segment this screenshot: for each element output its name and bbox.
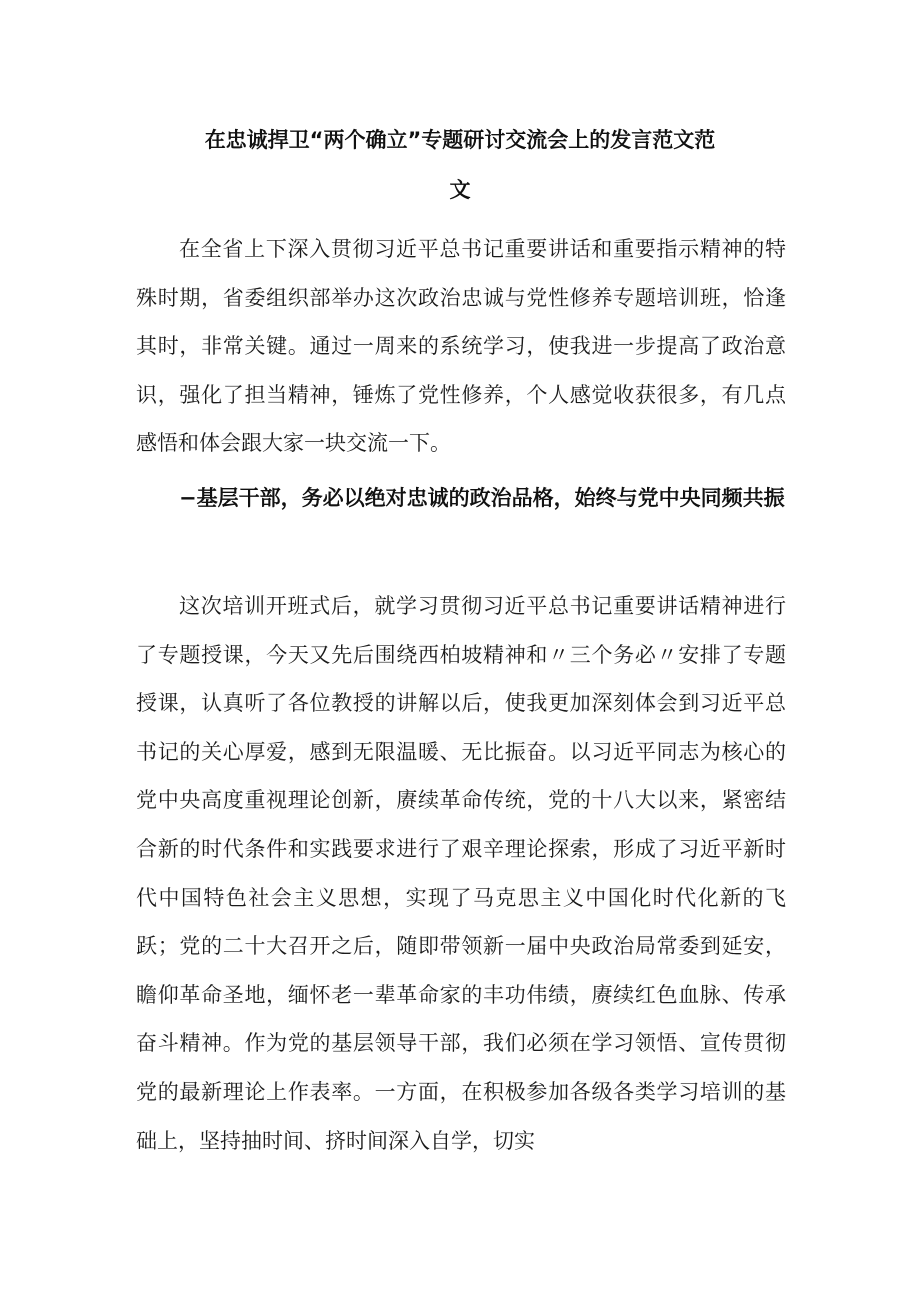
paragraph-intro: 在全省上下深入贯彻习近平总书记重要讲话和重要指示精神的特殊时期，省委组织部举办这次政治忠诚与党性修养专题培训班，恰逢其时，非常关键。通过一周来的系统学习，使我进一步提高了政治意识，强化了担当精神，锤炼了党性修养，个人感觉收获很多，有几点感悟和体会跟大家一块交流一下。 — [136, 237, 786, 456]
document-title-line-1: 在忠诚捍卫“两个确立”专题研讨交流会上的发言范文范 — [204, 128, 716, 152]
paragraph-section-1: 这次培训开班式后，就学习贯彻习近平总书记重要讲话精神进行了专题授课，今天又先后围绕西柏坡精神和〃三个务必〃安排了专题授课，认真听了各位教授的讲解以后，使我更加深刻体会到习近平总书记的关心厚爱，感到无限温暖、无比振奋。以习近平同志为核心的党中央高度重视理论创新，赓续革命传统，党的十八大以来，紧密结合新的时代条件和实践要求进行了艰辛理论探索，形成了习近平新时代中国特色社会主义思想，实现了马克思主义中国化时代化新的飞跃；党的二十大召开之后，随即带领新一届中央政治局常委到延安，瞻仰革命圣地，缅怀老一辈革命家的丰功伟绩，赓续红色血脉、传承奋斗精神。作为党的基层领导干部，我们必须在学习领悟、宣传贯彻党的最新理论上作表率。一方面，在积极参加各级各类学习培训的基础上，坚持抽时间、挤时间深入自学，切实 — [136, 594, 786, 1153]
section-heading-1: −基层干部，务必以绝对忠诚的政治品格，始终与党中央同频共振 — [179, 486, 785, 510]
document-title-line-2: 文 — [449, 178, 471, 202]
